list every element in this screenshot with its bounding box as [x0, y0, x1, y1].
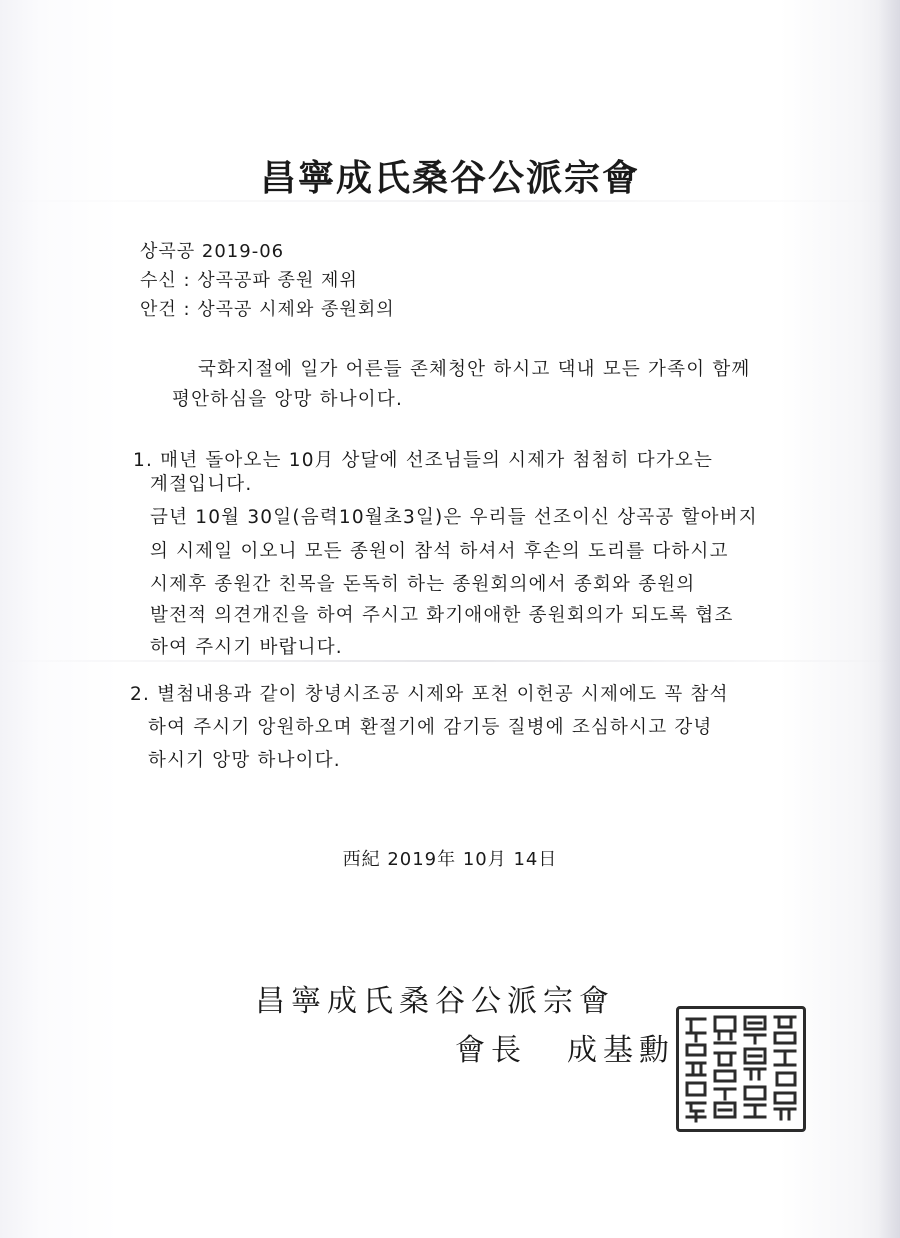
signatory-name: 成基勳	[567, 1033, 675, 1068]
item1-line: 하여 주시기 바랍니다.	[150, 637, 343, 658]
item1-line: 금년 10월 30일(음력10월초3일)은 우리들 선조이신 상곡공 할아버지	[150, 507, 758, 528]
document-title: 昌寧成氏桑谷公派宗會	[259, 157, 640, 199]
signature-line	[455, 1025, 675, 1069]
item2-line: 하여 주시기 앙원하오며 환절기에 감기등 질병에 조심하시고 강녕	[148, 717, 713, 738]
document-date: 西紀 2019年 10月 14日	[342, 849, 558, 870]
item2-line: 2. 별첨내용과 같이 창녕시조공 시제와 포천 이헌공 시제에도 꼭 참석	[130, 684, 729, 705]
greeting-line: 국화지절에 일가 어른들 존체청안 하시고 댁내 모든 가족이 함께	[198, 359, 751, 380]
item1-line: 의 시제일 이오니 모든 종원이 참석 하셔서 후손의 도리를 다하시고	[150, 541, 729, 562]
item1-line: 계절입니다.	[150, 474, 253, 495]
item1-line: 발전적 의견개진을 하여 주시고 화기애애한 종원회의가 되도록 협조	[150, 605, 734, 626]
reference-number: 상곡공 2019-06	[140, 241, 285, 262]
subject-line: 안건 : 상곡공 시제와 종원회의	[140, 299, 395, 320]
item2-line: 하시기 앙망 하나이다.	[148, 750, 341, 771]
item1-line: 시제후 종원간 친목을 돈독히 하는 종원회의에서 종회와 종원의	[150, 574, 696, 595]
seal-glyphs-icon	[679, 1009, 803, 1129]
recipient-line: 수신 : 상곡공파 종원 제위	[140, 270, 358, 291]
paper-fold-line	[0, 660, 900, 662]
greeting-line: 평안하심을 앙망 하나이다.	[172, 389, 404, 410]
official-seal-stamp	[676, 1006, 806, 1132]
organization-name: 昌寧成氏桑谷公派宗會	[255, 984, 615, 1019]
signatory-title: 會長	[455, 1033, 527, 1068]
item1-line: 1. 매년 돌아오는 10月 상달에 선조님들의 시제가 첨첨히 다가오는	[133, 450, 714, 471]
